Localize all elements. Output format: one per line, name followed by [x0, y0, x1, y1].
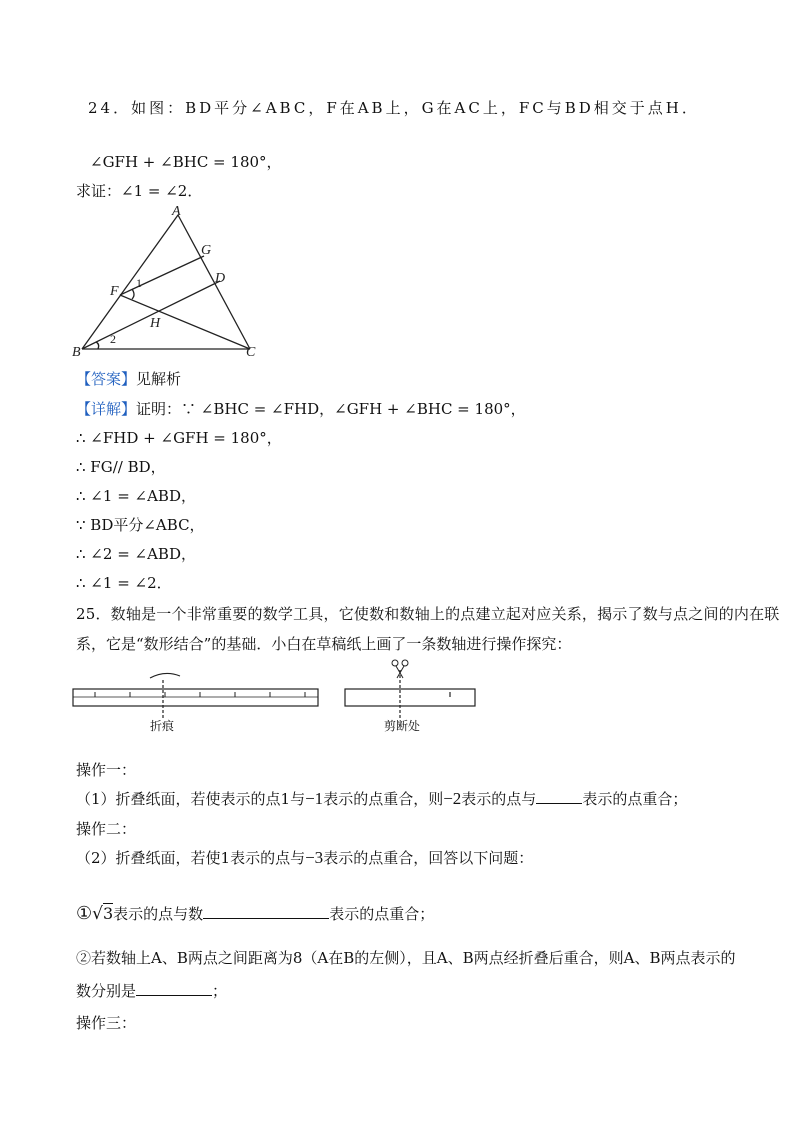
- proof-line-6: ∴ ∠2 = ∠ABD，: [76, 545, 196, 563]
- label-angle1: 1: [136, 276, 142, 290]
- proof-step: 证明：∵ ∠BHC = ∠FHD，∠GFH + ∠BHC = 180°，: [136, 400, 526, 418]
- edge-ab: [82, 215, 178, 349]
- operation1-question: [76, 789, 687, 809]
- op1-text-post2: 表示的点重合；: [582, 790, 688, 808]
- operation2-sub2-line1: ②若数轴上A、B两点之间距离为8（A在B的左侧），且A、B两点经折叠后重合，则A、B两点表示的: [76, 949, 736, 967]
- q24-statement-line2: ∠GFH + ∠BHC = 180°，: [90, 153, 282, 171]
- segment-bd: [82, 281, 220, 349]
- strip-ticks: [95, 692, 305, 697]
- sqrt-sign: √: [92, 904, 103, 924]
- triangle-figure: [70, 203, 270, 361]
- sub1-text-mid: 表示的点与数: [113, 905, 204, 923]
- detail-tag: 【详解】: [76, 400, 137, 418]
- edge-ac: [178, 215, 250, 349]
- proof-line-1: [76, 399, 526, 419]
- answer-line: [76, 369, 181, 389]
- q24-prove-line: 求证：∠1 = ∠2．: [76, 182, 203, 200]
- q25-intro-line1: 25．数轴是一个非常重要的数学工具，它使数和数轴上的点建立起对应关系，揭示了数与点之间的内在联: [76, 605, 780, 623]
- operation2-sub1: [76, 904, 434, 924]
- answer-text: 见解析: [136, 370, 182, 388]
- fold-arrow: [150, 673, 180, 678]
- q24-statement-line1: 24．如图：BD平分∠ABC，F在AB上，G在AC上，FC与BD相交于点H．: [88, 99, 700, 117]
- sub1-text-post: 表示的点重合；: [329, 905, 435, 923]
- op2-text-post: 表示的点重合，回答以下问题：: [323, 849, 534, 867]
- op1-answer-blank[interactable]: [536, 789, 582, 804]
- sub1-marker: ①: [76, 903, 93, 924]
- q25-intro-line2: 系，它是“数形结合”的基础．小白在草稿纸上画了一条数轴进行操作探究：: [76, 635, 572, 653]
- label-d: D: [215, 271, 226, 286]
- label-angle2: 2: [110, 332, 116, 346]
- proof-line-2: ∴ ∠FHD + ∠GFH = 180°，: [76, 429, 282, 447]
- op1-text-pre: （1）折叠纸面，若使表示的点1与: [76, 790, 306, 808]
- sqrt-radicand: 3: [102, 904, 114, 923]
- sub2-text: 数分别是: [76, 982, 137, 1000]
- label-h: H: [150, 316, 161, 331]
- fold-caption: 折痕: [150, 719, 175, 733]
- angle1-arc: [132, 289, 134, 299]
- answer-tag: 【答案】: [76, 370, 137, 388]
- operation2-sub2-line2: [76, 981, 227, 1001]
- op1-num-neg1: −1: [305, 789, 324, 808]
- proof-line-4: ∴ ∠1 = ∠ABD，: [76, 487, 196, 505]
- op1-num-neg2: −2: [443, 789, 462, 808]
- op1-text-post1: 表示的点与: [461, 790, 537, 808]
- operation3-title: 操作三：: [76, 1014, 137, 1032]
- paper-strip-fold: [73, 689, 318, 706]
- angle2-arc: [96, 342, 99, 349]
- operation2-title: 操作二：: [76, 820, 137, 838]
- proof-line-7: ∴ ∠1 = ∠2．: [76, 574, 172, 592]
- op1-text-mid: 表示的点重合，则: [323, 790, 444, 808]
- sub2-answer-blank[interactable]: [136, 981, 212, 996]
- sub1-answer-blank[interactable]: [203, 904, 329, 919]
- proof-line-5: ∵ BD平分∠ABC，: [76, 516, 205, 534]
- op2-text-pre: （2）折叠纸面，若使1表示的点与: [76, 849, 306, 867]
- label-f: F: [110, 284, 119, 299]
- label-g: G: [201, 243, 212, 258]
- proof-line-3: ∴ FG// BD，: [76, 458, 166, 476]
- paper-strip-cut: [345, 689, 475, 706]
- operation2-question: [76, 848, 533, 868]
- number-line-strips: [70, 656, 490, 736]
- sub2-end: ；: [212, 982, 228, 1000]
- operation1-title: 操作一：: [76, 761, 137, 779]
- segment-fc: [120, 295, 250, 349]
- label-b: B: [72, 345, 81, 360]
- label-a: A: [172, 204, 181, 219]
- label-c: C: [246, 345, 256, 360]
- op2-num-neg3: −3: [305, 848, 324, 867]
- cut-caption: 剪断处: [384, 719, 421, 733]
